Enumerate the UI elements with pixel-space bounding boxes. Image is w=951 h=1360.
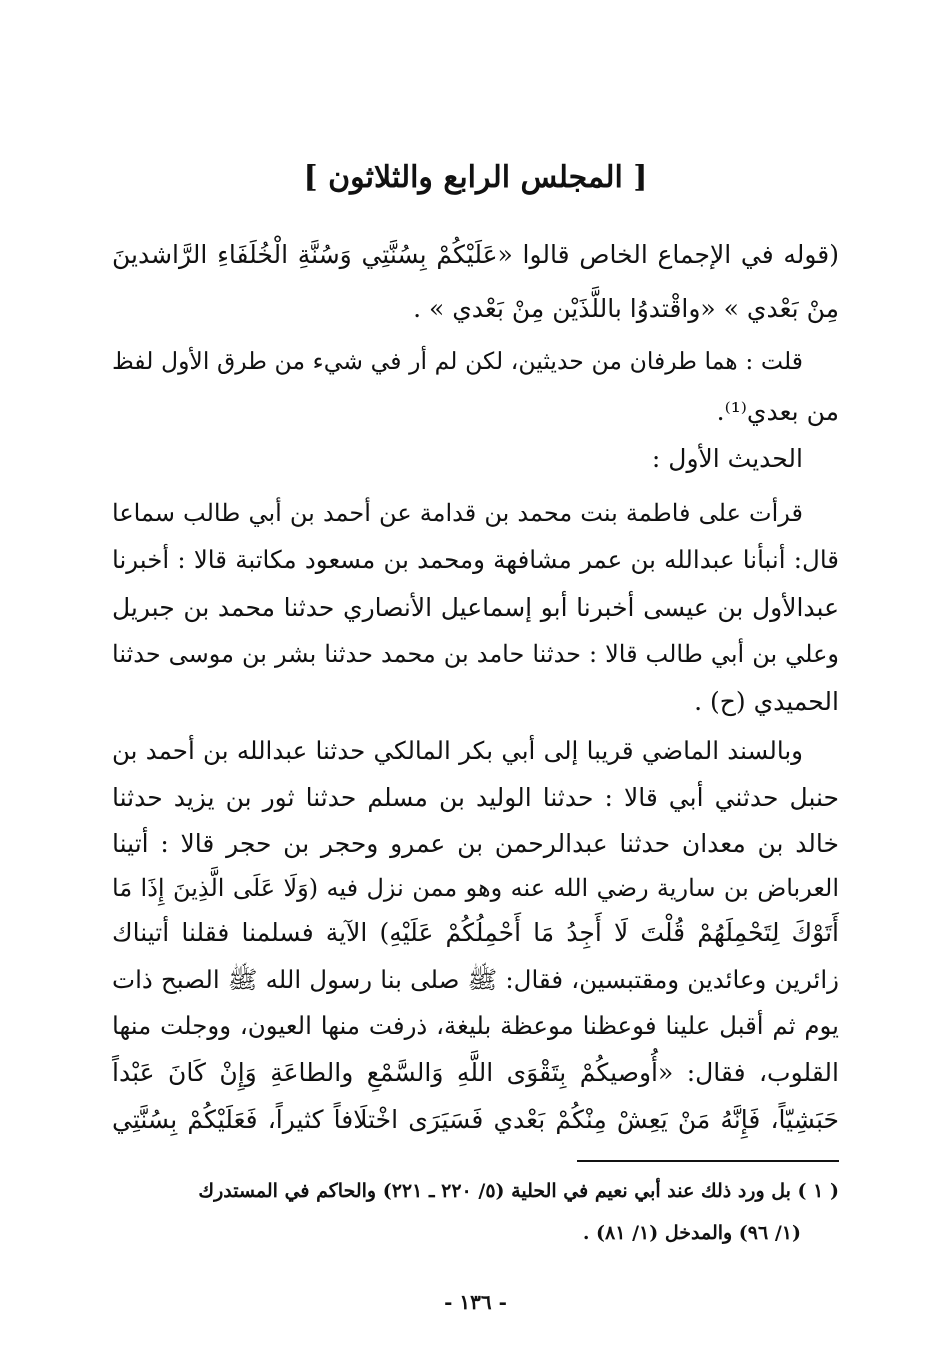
text-line-10: الحميدي (ح) . <box>694 687 839 716</box>
text-line-1: (قوله في الإجماع الخاص قالوا «عَلَيْكُمْ بِسُنَّتِي وَسُنَّةِ الْخُلَفَاءِ الرَّاشدينَ <box>112 240 839 269</box>
text-line-14: العرباض بن سارية رضي الله عنه وهو ممن نزل فيه (وَلَا عَلَى الَّذِينَ إِذَا مَا <box>112 874 839 902</box>
footnote-line-1: ( ١ ) بل ورد ذلك عند أبي نعيم في الحلية (٥/ ٢٢٠ ـ ٢٢١) والحاكم في المستدرك <box>198 1180 839 1202</box>
text-line-4: من بعدي⁽¹⁾. <box>716 397 839 426</box>
text-line-2: مِنْ بَعْدي » «واقْتدوُا باللَّذَيْن مِنْ بَعْدي » . <box>413 294 839 323</box>
page-number: - ١٣٦ - <box>444 1290 507 1314</box>
text-line-17: يوم ثم أقبل علينا فوعظنا موعظة بليغة، ذرفت منها العيون، ووجلت منها <box>112 1011 839 1040</box>
text-line-9: وعلي بن أبي طالب قالا : حدثنا حامد بن محمد حدثنا بشر بن موسى حدثنا <box>112 640 839 668</box>
text-line-8: عبدالأول بن عيسى أخبرنا أبو إسماعيل الأنصاري حدثنا محمد بن جبريل <box>112 593 839 622</box>
text-line-19: حَبَشِيّاً، فَإِنَّهُ مَنْ يَعِشْ مِنْكُمْ بَعْدي فَسَيَرَى اخْتلَافاً كثيراً، فَعَلَيْكُمْ بِسُنَّتِي <box>112 1105 839 1134</box>
section-heading: الحديث الأول : <box>651 444 803 473</box>
footnote-separator <box>577 1160 839 1162</box>
text-line-12: حنبل حدثني أبي قالا : حدثنا الوليد بن مسلم حدثنا ثور بن يزيد حدثنا <box>112 783 839 812</box>
text-line-11: وبالسند الماضي قريبا إلى أبي بكر المالكي حدثنا عبدالله بن أحمد بن <box>112 736 803 765</box>
text-line-15: أَتَوْكَ لِتَحْمِلَهُمْ قُلْتَ لَا أَجِدُ مَا أَحْمِلُكُمْ عَلَيْهِ) الآية فسلمنا فقلنا أتيناك <box>112 918 839 947</box>
footnote-line-2: (١/ ٩٦) والمدخل (١/ ٨١) . <box>582 1222 801 1244</box>
text-line-6: قرأت على فاطمة بنت محمد بن قدامة عن أحمد بن أبي طالب سماعا <box>112 499 803 527</box>
text-line-7: قال: أنبأنا عبدالله بن عمر مشافهة ومحمد بن مسعود مكاتبة قالا : أخبرنا <box>112 545 839 574</box>
text-line-16: زائرين وعائدين ومقتبسين، فقال: ﷺ صلى بنا رسول الله ﷺ الصبح ذات <box>112 965 839 994</box>
page-title: [ المجلس الرابع والثلاثون ] <box>303 160 648 195</box>
text-line-18: القلوب، فقال: «أُوصيكُمْ بِتَقْوَى اللَّهِ وَالسَّمْعِ والطاعَةِ وَإِنْ كَانَ عَبْداً <box>112 1058 839 1087</box>
text-line-3: قلت : هما طرفان من حديثين، لكن لم أر في شيء من طرق الأول لفظ <box>112 347 803 375</box>
text-line-13: خالد بن معدان حدثنا عبدالرحمن بن عمرو وحجر بن حجر قالا : أتينا <box>112 829 839 858</box>
